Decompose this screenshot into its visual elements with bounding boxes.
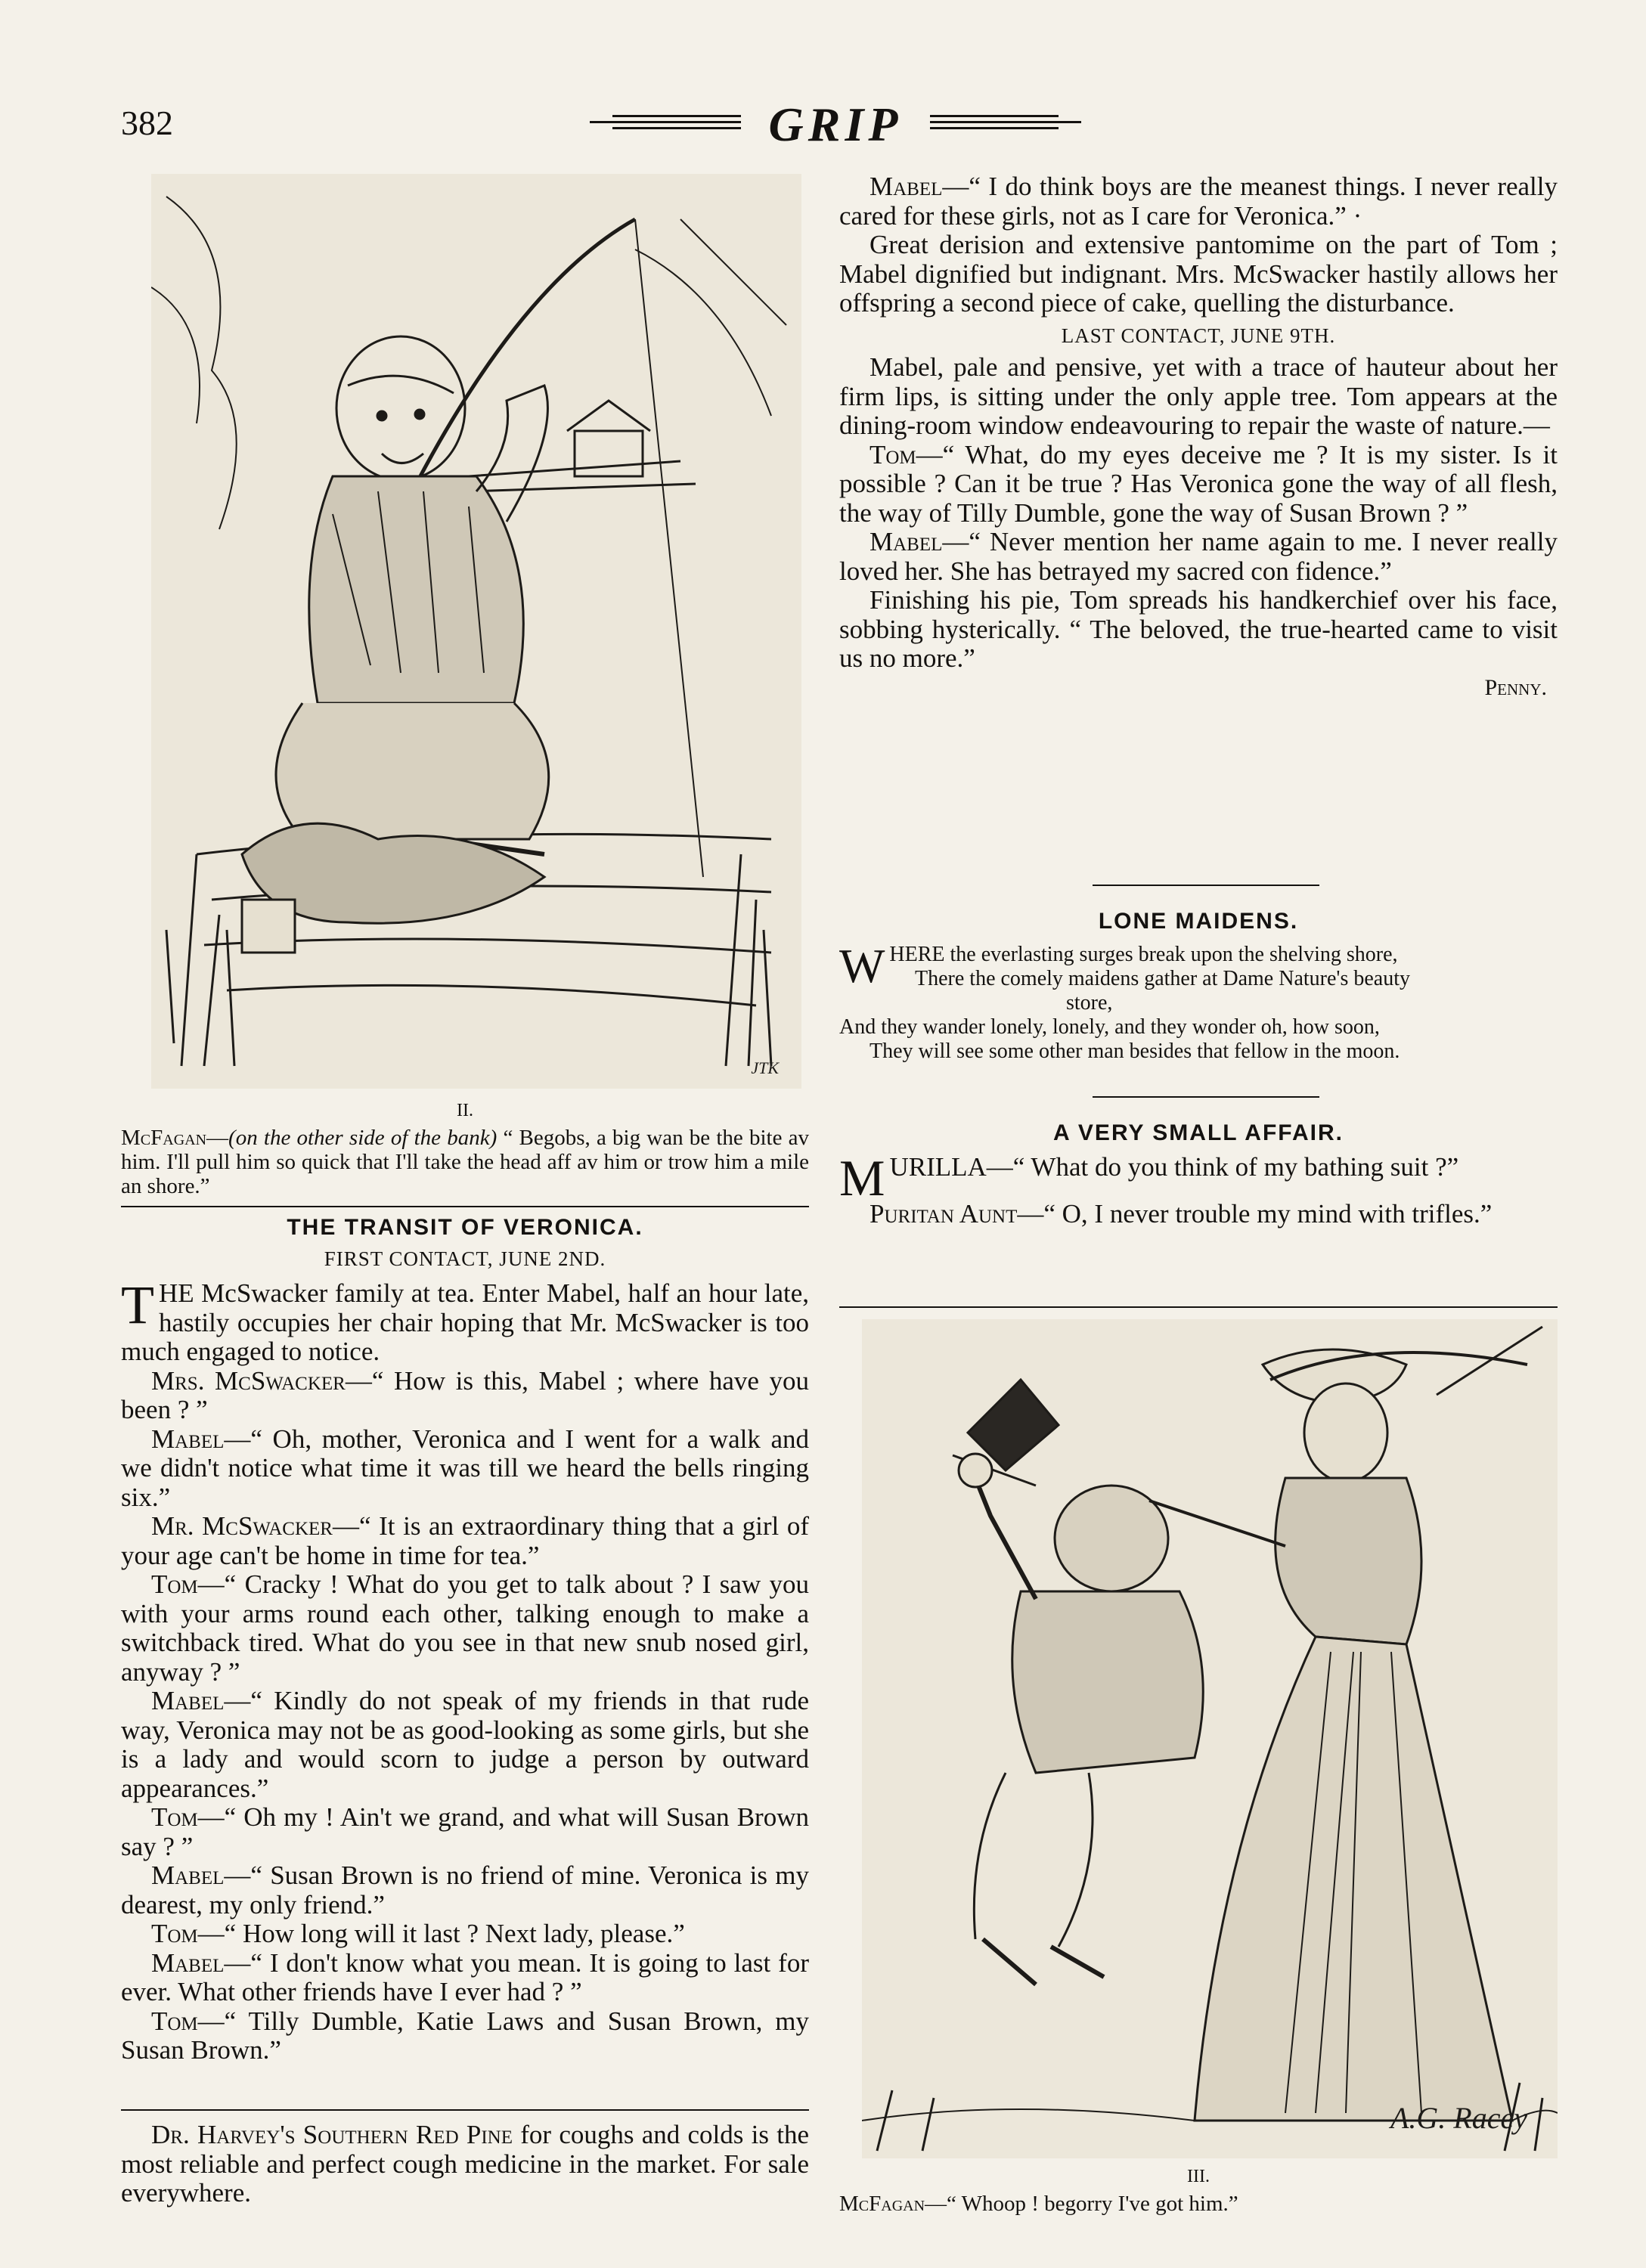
drop-cap-w: W (839, 938, 885, 993)
caption-2-quote: “ Begobs, a big wan be the bite av him. I'll pull him so quick that I'll take the head aff av him or trow him a mile an shore.” (121, 1125, 810, 1198)
illustration-2-signature: JTK (751, 1058, 779, 1077)
drop-cap-t: T (121, 1275, 154, 1335)
divider (1093, 1096, 1319, 1098)
dialogue-line: Tom—“ What, do my eyes deceive me ? It is my sister. Is it possible ? Can it be true ? Has Veronica gone the way of all flesh, the way of Tilly Dumble, gone the way of Susan Brown ? ” (839, 439, 1558, 528)
story-column-2 (839, 172, 1558, 702)
dialogue-line: Tom—“ Cracky ! What do you get to talk about ? I saw you with your arms round each other, talking enough to make a switchback tired. What do you see in that new snub nosed girl, anyway ? ” (121, 1569, 809, 1687)
illustration-fisherman (151, 174, 801, 1089)
dialogue-line: Mabel—“ Susan Brown is no friend of mine. Veronica is my dearest, my only friend.” (121, 1861, 809, 1919)
joke-block (839, 1119, 1558, 1228)
last-contact-heading: LAST CONTACT, JUNE 9TH. (1061, 324, 1336, 347)
author-signature: Penny. (1484, 674, 1547, 700)
advert-block (121, 2121, 809, 2208)
masthead-title: GRIP (768, 98, 903, 151)
story-paragraph: Finishing his pie, Tom spreads his handkerchief over his face, sobbing hysterically. “ The beloved, the true-hearted came to visit us no more.” (839, 585, 1558, 673)
dialogue-line: Mabel—“ I do think boys are the meanest things. I never really cared for these girls, not as I care for Veronica.” · (839, 172, 1558, 231)
dialogue-line: Mabel—“ Oh, mother, Veronica and I went for a walk and we didn't notice what time it was till we heard the bells ringing six.” (121, 1424, 809, 1512)
poem-text: WHERE the everlasting surges break upon the shelving shore, There the comely maidens gather at Dame Nature's beauty store, And they wander lonely, lonely, and they wonder oh, how soon, They will see some other man besides that fellow in the moon. (839, 938, 1410, 1063)
caption-3-text: McFagan—“ Whoop ! begorry I've got him.” (839, 2191, 1238, 2216)
first-contact-heading: FIRST CONTACT, JUNE 2ND. (324, 1247, 606, 1270)
divider (839, 1306, 1558, 1308)
fisherman-drawing (151, 174, 801, 1089)
joke-title: A VERY SMALL AFFAIR. (1053, 1120, 1344, 1145)
story-title: THE TRANSIT OF VERONICA. (287, 1215, 643, 1240)
caption-3-block (839, 2162, 1558, 2216)
story-paragraph-1: THE McSwacker family at tea. Enter Mabel, half an hour late, hastily occupies her chair hoping that Mr. McSwacker is too much engaged to notice. (121, 1275, 809, 1366)
dialogue-line: Tom—“ Tilly Dumble, Katie Laws and Susan Brown, my Susan Brown.” (121, 2006, 809, 2065)
drop-cap-m: M (839, 1148, 885, 1207)
joke-line-1: MURILLA—“ What do you think of my bathing suit ?” (839, 1148, 1459, 1207)
dialogue-line: Mr. McSwacker—“ It is an extraordinary thing that a girl of your age can't be home in time for tea.” (121, 1511, 809, 1570)
dialogue-line: Mabel—“ I don't know what you mean. It is going to last for ever. What other friends have I ever had ? ” (121, 1947, 809, 2006)
joke-line-2: Puritan Aunt—“ O, I never trouble my mind with trifles.” (869, 1198, 1493, 1228)
advert-brand: Dr. Harvey's Southern Red Pine (151, 2120, 513, 2149)
caption-2-stage: (on the other side of the bank) (228, 1125, 498, 1150)
caption-3-number: III. (1187, 2167, 1210, 2186)
caption-2-text: McFagan—(on the other side of the bank) “ Begobs, a big wan be the bite av him. I'll pull him so quick that I'll take the head aff av him or trow him a mile an shore.” (121, 1125, 810, 1198)
caption-2-number: II. (457, 1101, 473, 1120)
advert-text: Dr. Harvey's Southern Red Pine for coughs and colds is the most reliable and perfect cough medicine in the market. For sale everywhere. (121, 2120, 810, 2208)
story-column-1 (121, 1213, 809, 2065)
dialogue-line: Tom—“ How long will it last ? Next lady, please.” (151, 1919, 685, 1948)
dialogue-line: Tom—“ Oh my ! Ain't we grand, and what will Susan Brown say ? ” (121, 1802, 809, 1861)
caption-2-speaker: McFagan (121, 1125, 207, 1150)
caption-2-block (121, 1096, 809, 1198)
illustration-bathing-suit (862, 1319, 1558, 2158)
illustration-3-signature: A.G. Racey (1390, 2101, 1527, 2135)
dialogue-line: Mabel—“ Kindly do not speak of my friends in that rude way, Veronica may not be as good-looking as some girls, but she is a lady and would scorn to judge a person by outward appearances.” (121, 1686, 809, 1803)
poem-block (839, 907, 1558, 1064)
story-paragraph: Great derision and extensive pantomime on the part of Tom ; Mabel dignified but indignant. Mrs. McSwacker hastily allows her offspring a second piece of cake, quelling the disturbance. (839, 230, 1558, 318)
page-number: 382 (121, 104, 173, 142)
dialogue-line: Mrs. McSwacker—“ How is this, Mabel ; where have you been ? ” (121, 1365, 809, 1424)
divider (1093, 885, 1319, 886)
dialogue-line: Mabel—“ Never mention her name again to me. I never really loved her. She has betrayed my sacred con fidence.” (839, 527, 1558, 586)
divider (121, 2109, 809, 2111)
masthead (590, 92, 1081, 160)
divider (121, 1206, 809, 1207)
bathing-suit-drawing (862, 1319, 1558, 2158)
poem-title: LONE MAIDENS. (1098, 909, 1299, 934)
story-paragraph: Mabel, pale and pensive, yet with a trace of hauteur about her firm lips, is sitting under the only apple tree. Tom appears at the dining-room window endeavouring to repair the waste of nature.— (839, 352, 1558, 440)
